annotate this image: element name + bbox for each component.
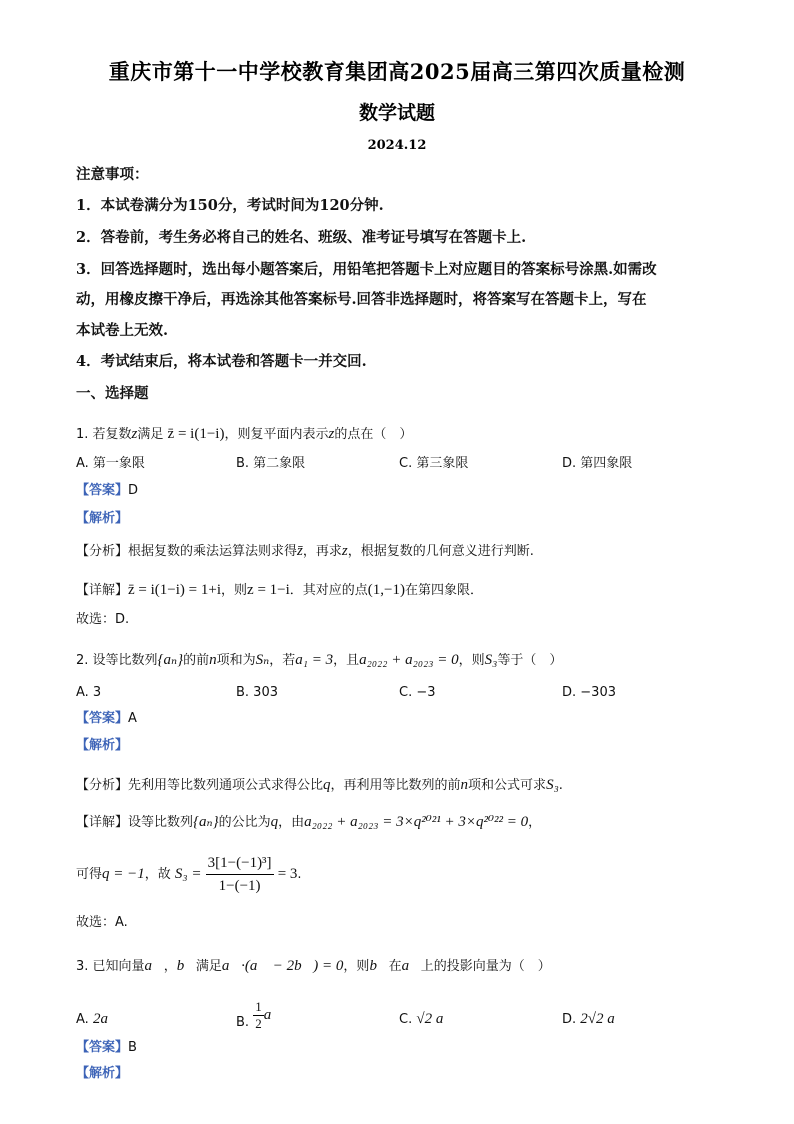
q2-detail-text: 的公比为 bbox=[218, 815, 271, 830]
q3-answer bbox=[76, 1038, 734, 1058]
q2-s3-fraction bbox=[206, 852, 274, 897]
q3-option-b-numerator: 1 bbox=[255, 999, 262, 1014]
q3-option-a-value: 2a⃗ bbox=[92, 1011, 120, 1027]
notes-item-3-line-2: 动，用橡皮擦干净后，再选涂其他答案标号.回答非选择题时，将答案写在答题卡上，写在 bbox=[76, 291, 647, 308]
q3-stem-text: 3. 已知向量 bbox=[76, 959, 145, 974]
q1-detail-eq1: z̄ = i(1−i) = 1+i bbox=[128, 582, 222, 598]
q3-vector-b: b⃗ bbox=[369, 958, 389, 974]
q2-seq: {aₙ} bbox=[157, 652, 184, 668]
q3-stem-text: ， bbox=[163, 959, 177, 974]
q3-vector-b: b⃗ bbox=[176, 958, 196, 974]
q2-fenxi bbox=[76, 775, 734, 796]
q3-stem bbox=[76, 956, 734, 977]
q1-detail-eq2: z = 1−i bbox=[247, 582, 290, 598]
q1-var-z: z bbox=[328, 426, 335, 442]
q2-fenxi-text: 先利用等比数列通项公式求得公比 bbox=[128, 778, 324, 793]
q2-option-d: D. −303 bbox=[562, 685, 616, 700]
option-label: B. bbox=[236, 1015, 250, 1030]
q1-detail-point: (1,−1) bbox=[367, 582, 405, 598]
q2-stem-text: 等于（ ） bbox=[497, 653, 563, 668]
q1-var-z: z bbox=[131, 426, 138, 442]
q1-stem-text: 1. 若复数 bbox=[76, 427, 132, 442]
q1-fenxi-text: 根据复数的乘法运算法则求得 bbox=[128, 544, 298, 559]
option-label: C. bbox=[399, 1012, 413, 1027]
q2-stem bbox=[76, 650, 734, 671]
q2-fenxi-text: . bbox=[558, 778, 563, 793]
q3-option-c bbox=[399, 1010, 455, 1029]
q1-detail-text: ，则 bbox=[221, 583, 248, 598]
analysis-tag: 【解析】 bbox=[76, 511, 129, 526]
notes-heading: 注意事项： bbox=[76, 166, 149, 183]
q3-stem-text: 上的投影向量为（ ） bbox=[420, 959, 551, 974]
q1-option-b: B. 第二象限 bbox=[236, 456, 306, 471]
answer-tag: 【答案】 bbox=[76, 711, 129, 726]
q2-text: . bbox=[297, 867, 302, 882]
detail-tag: 【详解】 bbox=[76, 583, 129, 598]
q2-condition: a₂₀₂₂ + a₂₀₂₃ = 0 bbox=[359, 652, 459, 668]
q2-detail-text: 设等比数列 bbox=[128, 815, 194, 830]
q2-detail-seq: {aₙ} bbox=[193, 814, 219, 830]
analysis-tag: 【解析】 bbox=[76, 1066, 129, 1081]
q2-analysis-tag bbox=[76, 736, 734, 756]
q2-fenxi-text: ，再利用等比数列的前 bbox=[330, 778, 461, 793]
notes-item-3-line-1: 3．回答选择题时，选出每小题答案后，用铅笔把答题卡上对应题目的答案标号涂黑.如需改 bbox=[76, 261, 657, 278]
q2-text: ，故 bbox=[144, 867, 171, 882]
fenxi-tag: 【分析】 bbox=[76, 544, 129, 559]
q3-option-d-value: 2√2 a⃗ bbox=[580, 1011, 627, 1027]
q1-detail-text: ．其对应的点 bbox=[289, 583, 368, 598]
q2-a1: a₁ = 3 bbox=[295, 652, 334, 668]
q2-option-c: C. −3 bbox=[399, 685, 436, 700]
detail-tag: 【详解】 bbox=[76, 815, 129, 830]
q1-answer-value: D bbox=[128, 483, 139, 498]
notes-item-3-line-3: 本试卷上无效. bbox=[76, 322, 169, 339]
q1-fenxi bbox=[76, 541, 734, 562]
q3-option-b-denominator: 2 bbox=[255, 1016, 262, 1031]
q2-stem-text: 项和为 bbox=[216, 653, 256, 668]
q2-answer bbox=[76, 709, 734, 729]
q2-conclusion: 故选：A. bbox=[76, 915, 128, 930]
q2-s3-lhs: S₃ = bbox=[174, 866, 202, 882]
q2-s3-rhs: = 3 bbox=[277, 866, 298, 882]
q2-detail-text: ， bbox=[528, 815, 542, 830]
q1-detail bbox=[76, 580, 734, 601]
q2-option-a: A. 3 bbox=[76, 685, 102, 700]
q2-answer-value: A bbox=[128, 711, 137, 726]
q1-stem-text: ，则复平面内表示 bbox=[224, 427, 329, 442]
answer-tag: 【答案】 bbox=[76, 1040, 129, 1055]
exam-subtitle: 数学试题 bbox=[358, 102, 435, 124]
q2-option-b: B. 303 bbox=[236, 685, 278, 700]
q2-detail bbox=[76, 812, 734, 833]
analysis-tag: 【解析】 bbox=[76, 738, 129, 753]
q3-option-c-value: √2 a⃗ bbox=[416, 1011, 456, 1027]
q3-vector-a: a⃗ bbox=[401, 958, 421, 974]
q2-q-value: q = −1 bbox=[102, 866, 145, 882]
q3-analysis-tag bbox=[76, 1064, 734, 1084]
option-label: A. bbox=[76, 1012, 89, 1027]
q1-option-c: C. 第三象限 bbox=[399, 456, 469, 471]
q1-equation: z̄ = i(1−i) bbox=[167, 426, 225, 442]
q2-sn: Sₙ bbox=[255, 652, 270, 668]
q2-fenxi-text: 项和公式可求 bbox=[468, 778, 547, 793]
q2-s3-denominator: 1−(−1) bbox=[218, 878, 261, 894]
answer-tag: 【答案】 bbox=[76, 483, 129, 498]
q1-fenxi-text: ，再求 bbox=[302, 544, 342, 559]
exam-title: 重庆市第十一中学校教育集团高2025届高三第四次质量检测 bbox=[108, 59, 686, 84]
q2-detail-text: ，由 bbox=[278, 815, 305, 830]
q2-detail-equation: a₂₀₂₂ + a₂₀₂₃ = 3×q²⁰²¹ + 3×q²⁰²² = 0 bbox=[304, 814, 529, 830]
q3-option-d bbox=[562, 1010, 626, 1029]
section-heading: 一、选择题 bbox=[76, 385, 149, 402]
q3-condition: a⃗·(a⃗ − 2b⃗) = 0 bbox=[221, 958, 344, 974]
q1-stem-text: 满足 bbox=[137, 427, 164, 442]
q1-answer bbox=[76, 481, 734, 501]
exam-date: 2024.12 bbox=[367, 138, 427, 153]
notes-item-2: 2．答卷前，考生务必将自己的姓名、班级、准考证号填写在答题卡上. bbox=[76, 229, 527, 246]
q3-vector-a: a⃗ bbox=[144, 958, 164, 974]
q2-detail-q: q bbox=[270, 814, 279, 830]
q3-stem-text: ，则 bbox=[343, 959, 370, 974]
q2-fenxi-s3: S₃ bbox=[546, 777, 559, 793]
q2-stem-text: 的前 bbox=[183, 653, 210, 668]
q1-option-d: D. 第四象限 bbox=[562, 456, 633, 471]
q1-stem-text: 的点在（ ） bbox=[334, 427, 413, 442]
q2-var-n: n bbox=[209, 652, 217, 668]
q2-stem-text: 2. 设等比数列 bbox=[76, 653, 158, 668]
q1-conclusion: 故选：D. bbox=[76, 612, 130, 627]
q2-s3: S₃ bbox=[484, 652, 498, 668]
notes-item-1: 1．本试卷满分为150分，考试时间为120分钟. bbox=[76, 197, 384, 214]
q2-s3-numerator: 3[1−(−1)³] bbox=[206, 852, 274, 875]
q3-option-a bbox=[76, 1010, 120, 1029]
q3-option-b-fraction bbox=[253, 999, 264, 1032]
fenxi-tag: 【分析】 bbox=[76, 778, 129, 793]
q3-option-b bbox=[236, 994, 283, 1032]
q1-option-a: A. 第一象限 bbox=[76, 456, 145, 471]
q1-analysis-tag bbox=[76, 509, 734, 529]
option-label: D. bbox=[562, 1012, 577, 1027]
q2-stem-text: ，且 bbox=[333, 653, 360, 668]
q3-option-b-vector: a⃗ bbox=[263, 1007, 283, 1023]
q1-fenxi-z: z bbox=[341, 543, 348, 559]
q2-text: 可得 bbox=[76, 867, 103, 882]
q2-fenxi-n: n bbox=[460, 777, 469, 793]
q3-stem-text: 满足 bbox=[195, 959, 222, 974]
q1-detail-text: 在第四象限． bbox=[405, 583, 484, 598]
q2-fenxi-q: q bbox=[323, 777, 331, 793]
q2-stem-text: ，则 bbox=[458, 653, 485, 668]
q2-s3-formula bbox=[76, 846, 734, 903]
q1-fenxi-zbar: z̄ bbox=[297, 543, 303, 559]
q3-answer-value: B bbox=[128, 1040, 137, 1055]
q1-stem bbox=[76, 424, 734, 445]
q1-fenxi-text: ，根据复数的几何意义进行判断. bbox=[347, 544, 534, 559]
notes-item-4: 4．考试结束后，将本试卷和答题卡一并交回. bbox=[76, 353, 367, 370]
q2-stem-text: ，若 bbox=[269, 653, 296, 668]
q3-stem-text: 在 bbox=[388, 959, 402, 974]
